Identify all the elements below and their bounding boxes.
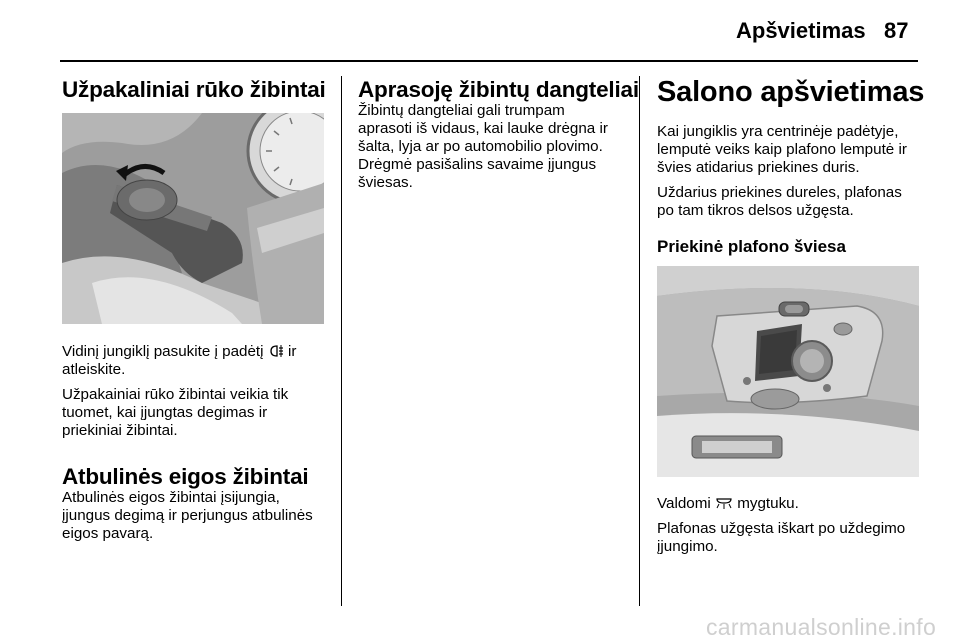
column-divider — [341, 76, 342, 606]
section-heading: Aprasoję žibintų dangteliai — [358, 77, 639, 102]
paragraph: Valdomi mygtuku. — [657, 495, 799, 512]
paragraph: Kai jungiklis yra centrinėje padėtyje, lemputė veiks kaip plafono lemputė ir švies atidarius priekines duris. — [657, 123, 907, 176]
column-divider — [639, 76, 640, 606]
column-2 — [358, 76, 639, 192]
column-3 — [657, 76, 925, 556]
header-title: Apšvietimas — [736, 18, 866, 43]
subsection-heading: Priekinė plafono šviesa — [657, 237, 846, 256]
paragraph: Plafonas užgęsta iškart po uždegimo įjungimo. — [657, 520, 906, 555]
paragraph: Užpakainiai rūko žibintai veikia tik tuomet, kai įjungtas degimas ir priekiniai žibintai. — [62, 386, 289, 439]
section-heading: Salono apšvietimas — [657, 76, 925, 108]
paragraph: Atbulinės eigos žibintai įsijungia, įjungus degimą ir perjungus atbulinės eigos pavarą. — [62, 489, 313, 542]
watermark: carmanualsonline.info — [706, 614, 937, 640]
paragraph: Žibintų dangteliai gali trumpam aprasoti iš vidaus, kai lauke drėgna ir šalta, lyja ar po automobilio plovimo. Drėgmė pasišalins savaime įjungus šviesas. — [358, 102, 608, 191]
fog-light-switch-illustration — [62, 113, 324, 324]
page-number: 87 — [884, 18, 909, 43]
column-1 — [62, 76, 324, 543]
paragraph: Uždarius priekines dureles, plafonas po tam tikros delsos užgęsta. — [657, 184, 902, 219]
paragraph: Vidinį jungiklį pasukite į padėtį ir atleiskite. — [62, 343, 297, 378]
section-heading: Užpakaliniai rūko žibintai — [62, 77, 326, 102]
header-rule — [60, 60, 918, 62]
rear-fog-light-icon — [268, 344, 284, 358]
section-heading: Atbulinės eigos žibintai — [62, 464, 309, 489]
front-ceiling-light-illustration — [657, 266, 919, 477]
interior-light-icon — [715, 496, 733, 510]
